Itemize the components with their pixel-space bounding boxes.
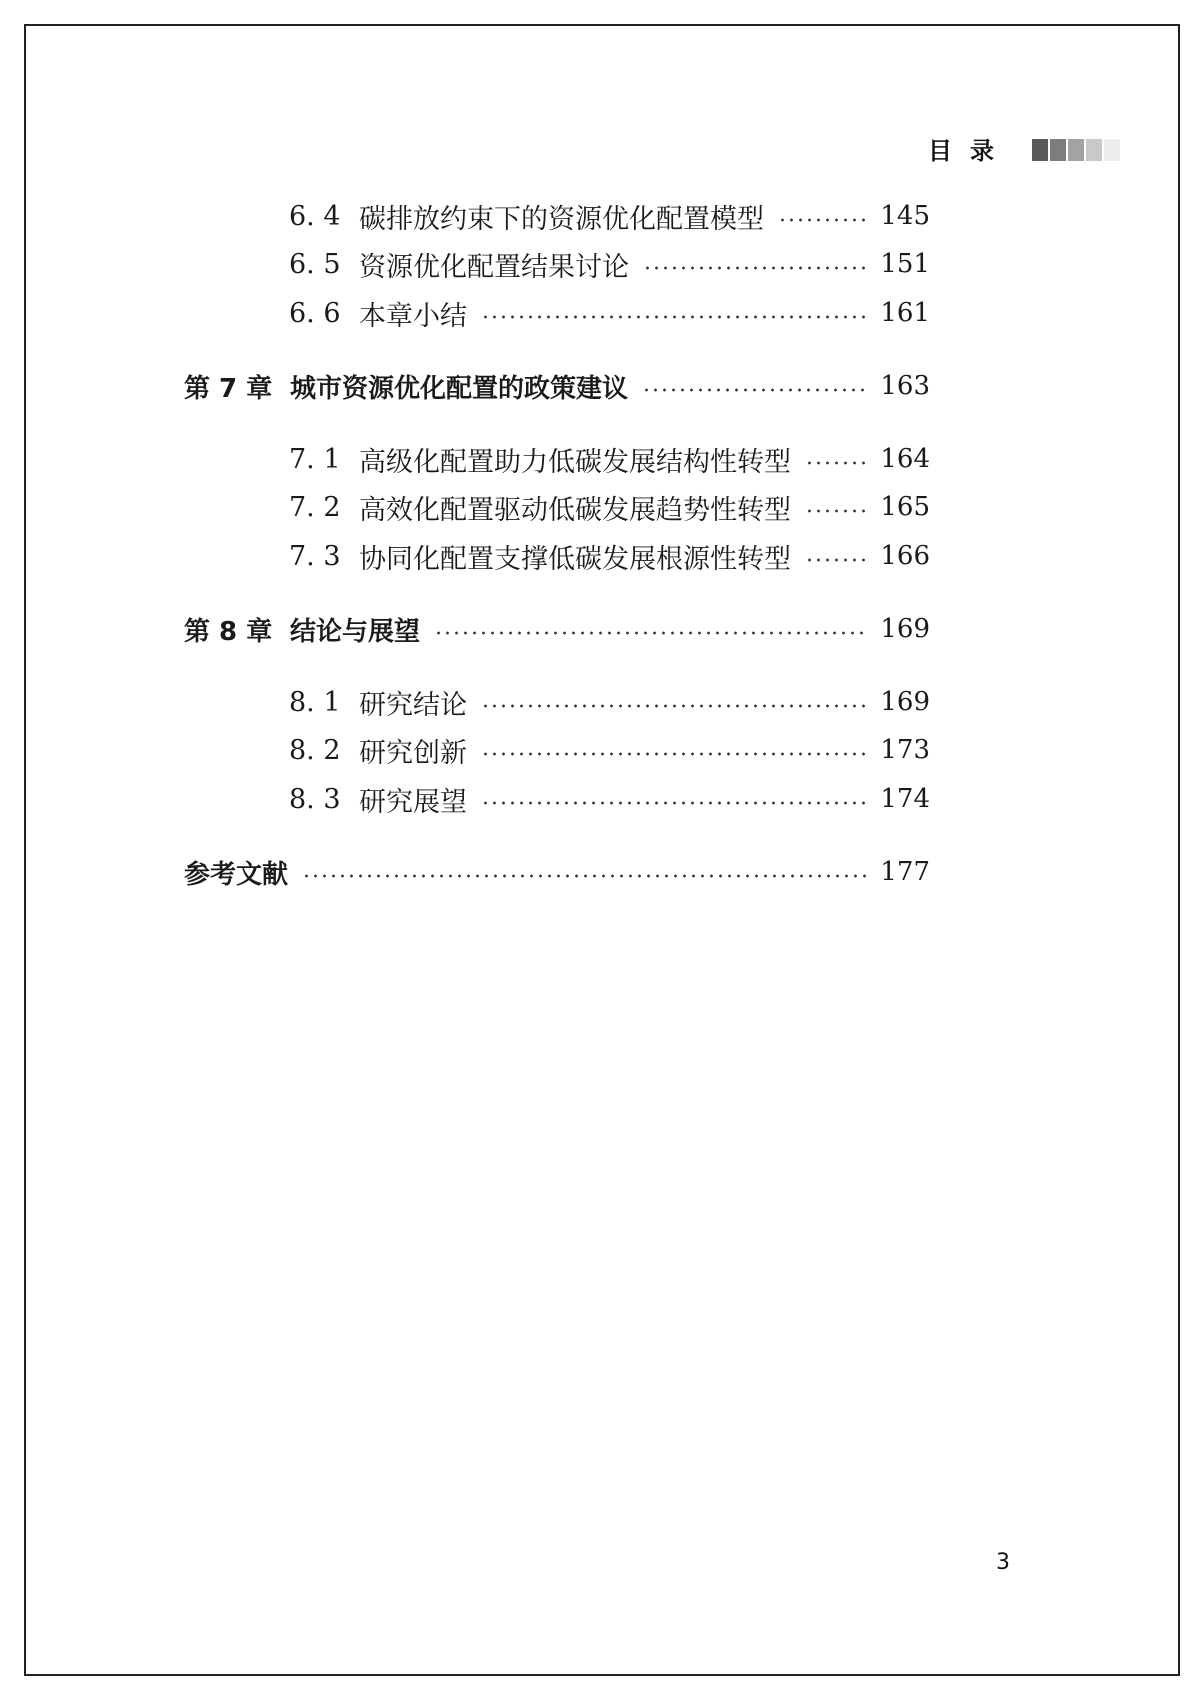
header-decoration-bars — [1032, 139, 1120, 161]
toc-chapter-title: 城市资源优化配置的政策建议 — [290, 373, 629, 404]
toc-chapter-entry[interactable] — [184, 852, 930, 892]
toc-entry-title: 高级化配置助力低碳发展结构性转型 — [359, 446, 791, 478]
toc-entry-title: 本章小结 — [359, 300, 467, 332]
header-bar — [1068, 139, 1084, 161]
toc-chapter-title: 结论与展望 — [290, 616, 421, 647]
header-bar — [1104, 139, 1120, 161]
toc-entry-number: 8. 2 — [289, 734, 341, 766]
toc-page-number: 174 — [880, 784, 930, 814]
toc-page-number: 164 — [880, 444, 930, 474]
toc-page-number: 161 — [880, 298, 930, 328]
toc-leader-dots — [434, 631, 866, 635]
toc-page-number: 166 — [880, 541, 930, 571]
toc-leader-dots — [481, 801, 866, 805]
toc-entry-number: 8. 3 — [289, 783, 341, 815]
toc-page-number: 165 — [880, 492, 930, 522]
toc-leader-dots — [481, 752, 866, 756]
toc-entry-title: 研究结论 — [359, 689, 467, 721]
toc-page-number: 173 — [880, 735, 930, 765]
header-bar — [1032, 139, 1048, 161]
toc-entry-title: 研究创新 — [359, 737, 467, 769]
toc-entry-title: 高效化配置驱动低碳发展趋势性转型 — [359, 494, 791, 526]
toc-section-entry[interactable] — [289, 439, 930, 479]
toc-entry-title: 协同化配置支撑低碳发展根源性转型 — [359, 543, 791, 575]
toc-leader-dots — [805, 509, 866, 513]
toc-leader-dots — [805, 461, 866, 465]
toc-entry-title: 研究展望 — [359, 786, 467, 818]
toc-leader-dots — [302, 874, 866, 878]
header-title: 目录 — [928, 137, 1012, 165]
toc-chapter-title: 参考文献 — [184, 859, 289, 890]
running-header — [900, 136, 1130, 166]
toc-leader-dots — [805, 558, 866, 562]
toc-page-number: 169 — [880, 687, 930, 717]
toc-chapter-label: 第 7 章 — [184, 373, 273, 404]
toc-entry-number: 6. 6 — [289, 297, 341, 329]
toc-page-number: 169 — [880, 614, 930, 644]
toc-leader-dots — [778, 218, 866, 222]
toc-section-entry[interactable] — [289, 293, 930, 333]
toc-entry-number: 6. 5 — [289, 248, 341, 280]
header-bar — [1086, 139, 1102, 161]
toc-leader-dots — [642, 388, 866, 392]
toc-chapter-entry[interactable] — [184, 609, 930, 649]
toc-entry-title: 碳排放约束下的资源优化配置模型 — [359, 203, 764, 235]
toc-section-entry[interactable] — [289, 244, 930, 284]
toc-leader-dots — [481, 704, 866, 708]
toc-section-entry[interactable] — [289, 682, 930, 722]
toc-leader-dots — [481, 315, 866, 319]
toc-section-entry[interactable] — [289, 779, 930, 819]
page-number: 3 — [996, 1550, 1010, 1575]
toc-entry-number: 6. 4 — [289, 200, 341, 232]
toc-chapter-label: 第 8 章 — [184, 616, 273, 647]
toc-page-number: 177 — [880, 857, 930, 887]
toc-section-entry[interactable] — [289, 487, 930, 527]
toc-section-entry[interactable] — [289, 536, 930, 576]
toc-page-number: 163 — [880, 371, 930, 401]
toc-entry-title: 资源优化配置结果讨论 — [359, 251, 629, 283]
toc-chapter-entry[interactable] — [184, 366, 930, 406]
header-bar — [1050, 139, 1066, 161]
toc-entry-number: 7. 3 — [289, 540, 341, 572]
toc-leader-dots — [643, 266, 866, 270]
toc-page-number: 145 — [880, 201, 930, 231]
toc-section-entry[interactable] — [289, 730, 930, 770]
toc-page-number: 151 — [880, 249, 930, 279]
toc-entry-number: 8. 1 — [289, 686, 341, 718]
toc-entry-number: 7. 2 — [289, 491, 341, 523]
toc-entry-number: 7. 1 — [289, 443, 341, 475]
toc-section-entry[interactable] — [289, 196, 930, 236]
